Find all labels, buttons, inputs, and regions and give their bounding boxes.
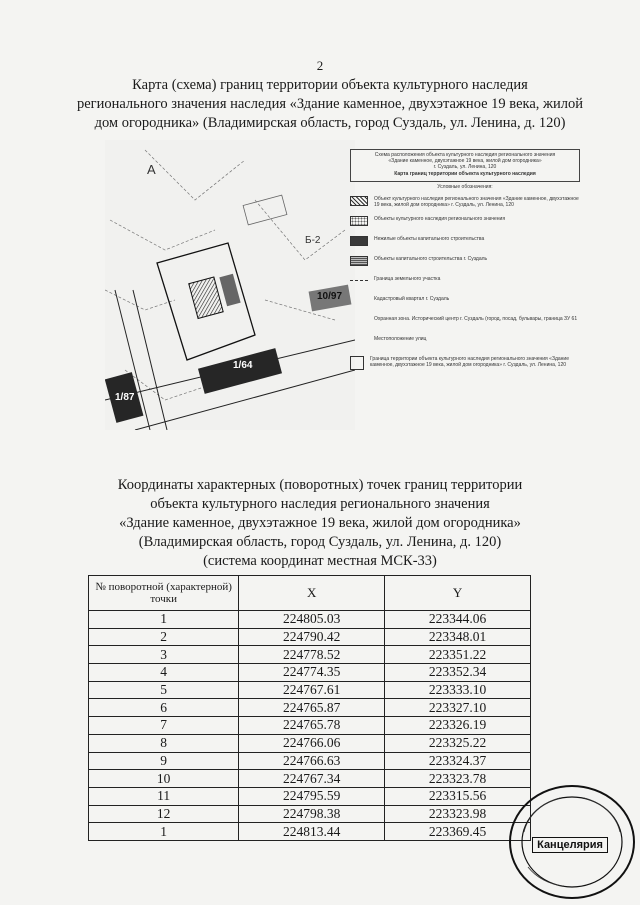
coord-y: 223351.22	[385, 646, 531, 664]
coord-x: 224778.52	[239, 646, 385, 664]
legend-item	[350, 316, 580, 330]
table-row	[89, 699, 531, 717]
blank-swatch-icon	[350, 336, 368, 346]
coord-x: 224774.35	[239, 664, 385, 682]
building-number: 1/64	[233, 360, 253, 371]
legend-item	[350, 276, 580, 290]
page-number: 2	[316, 58, 324, 73]
coords-title-line: (система координат местная МСК-33)	[203, 553, 437, 569]
point-number: 4	[89, 664, 239, 682]
point-number: 8	[89, 734, 239, 752]
coord-y: 223325.22	[385, 734, 531, 752]
coord-x: 224765.78	[239, 717, 385, 735]
map-header-title: Карта границ территории объекта культурного наследия	[394, 171, 536, 177]
point-number: 10	[89, 770, 239, 788]
coord-y: 223327.10	[385, 699, 531, 717]
legend-text: Охранная зона. Исторический центр г. Суздаль (город, посад, бульвары, граница ЗУ 61	[374, 316, 578, 322]
point-number: 11	[89, 787, 239, 805]
boundary-swatch-icon	[350, 356, 364, 370]
dashed-line-icon	[350, 280, 368, 281]
legend-item	[350, 236, 580, 250]
table-row	[89, 611, 531, 629]
hatch-swatch-icon	[350, 196, 368, 206]
blank-swatch-icon	[350, 316, 368, 326]
header-y: Y	[385, 576, 531, 611]
table-row	[89, 646, 531, 664]
table-row	[89, 805, 531, 823]
coord-x: 224795.59	[239, 787, 385, 805]
coord-y: 223324.37	[385, 752, 531, 770]
point-number: 1	[89, 611, 239, 629]
point-number: 6	[89, 699, 239, 717]
legend-item	[350, 336, 580, 350]
coords-title-line: «Здание каменное, двухэтажное 19 века, жилой дом огородника»	[119, 515, 521, 531]
coords-title-line: (Владимирская область, город Суздаль, ул. Ленина, д. 120)	[138, 534, 502, 550]
map-header-line: Схема расположения объекта культурного наследия регионального значения	[374, 152, 556, 158]
table-row	[89, 787, 531, 805]
legend-title: Условные обозначения:	[437, 184, 493, 190]
coord-x: 224805.03	[239, 611, 385, 629]
coord-x: 224766.06	[239, 734, 385, 752]
table-row	[89, 770, 531, 788]
coord-x: 224767.34	[239, 770, 385, 788]
map-label-a: А	[147, 162, 156, 177]
table-row	[89, 628, 531, 646]
coords-table	[88, 575, 531, 841]
coords-title	[90, 476, 550, 571]
dark-swatch-icon	[350, 236, 368, 246]
building-number: 10/97	[317, 291, 343, 302]
legend-text: Нежилые объекты капитального строительства	[374, 236, 485, 242]
table-row	[89, 717, 531, 735]
point-number: 5	[89, 681, 239, 699]
map-header-line: «Здание каменное, двухэтажное 19 века, жилой дом огородника»	[388, 158, 542, 164]
coords-title-line: объекта культурного наследия регионального значения	[150, 496, 490, 512]
coord-x: 224798.38	[239, 805, 385, 823]
point-number: 1	[89, 823, 239, 841]
legend-text: Кадастровый квартал г. Суздаль	[374, 296, 450, 302]
legend-item	[350, 256, 580, 270]
coord-y: 223344.06	[385, 611, 531, 629]
point-number: 3	[89, 646, 239, 664]
legend-item	[350, 216, 580, 230]
coord-y: 223323.78	[385, 770, 531, 788]
coord-x: 224813.44	[239, 823, 385, 841]
table-row	[89, 823, 531, 841]
map-header-line: г. Суздаль, ул. Ленина, 120	[433, 164, 497, 170]
table-header-row	[89, 576, 531, 611]
point-number: 7	[89, 717, 239, 735]
header-point-number: № поворотной (характерной) точки	[89, 576, 239, 611]
coord-y: 223326.19	[385, 717, 531, 735]
legend-text: Объекты капитального строительства г. Суздаль	[374, 256, 488, 262]
map-title-line: регионального значения наследия «Здание каменное, двухэтажное 19 века, жилой	[76, 96, 584, 112]
header-x: X	[239, 576, 385, 611]
legend-item	[350, 356, 580, 370]
point-number: 2	[89, 628, 239, 646]
striped-swatch-icon	[350, 256, 368, 266]
legend-item	[350, 296, 580, 310]
map-header-box	[350, 149, 580, 182]
point-number: 9	[89, 752, 239, 770]
coord-y: 223323.98	[385, 805, 531, 823]
building-number: 1/87	[115, 392, 135, 403]
stamp-label: Канцелярия	[532, 837, 608, 853]
legend-text: Граница территории объекта культурного наследия регионального значения «Здание каменное, двухэтажное 19 века, жилой дом огородника» г. Суздаль, ул. Ленина, 120	[370, 356, 569, 368]
coord-y: 223348.01	[385, 628, 531, 646]
legend-text: Объекты культурного наследия регионального значения	[374, 216, 506, 222]
coord-y: 223369.45	[385, 823, 531, 841]
coord-x: 224767.61	[239, 681, 385, 699]
map-legend	[350, 184, 580, 376]
coord-x: 224766.63	[239, 752, 385, 770]
blank-swatch-icon	[350, 296, 368, 306]
dots-swatch-icon	[350, 216, 368, 226]
map-title	[60, 76, 600, 133]
table-row	[89, 734, 531, 752]
table-row	[89, 752, 531, 770]
map-label-b: Б-2	[305, 235, 321, 246]
legend-text: Местоположение улиц	[374, 336, 427, 342]
legend-text: Граница земельного участка	[374, 276, 441, 282]
coord-y: 223352.34	[385, 664, 531, 682]
map-title-line: Карта (схема) границ территории объекта культурного наследия	[132, 77, 528, 93]
table-row	[89, 681, 531, 699]
coord-y: 223333.10	[385, 681, 531, 699]
legend-item	[350, 196, 580, 210]
table-row	[89, 664, 531, 682]
map-drawing	[105, 140, 355, 430]
coord-x: 224765.87	[239, 699, 385, 717]
point-number: 12	[89, 805, 239, 823]
legend-text: Объект культурного наследия регионального значения «Здание каменное, двухэтажное 19 века, жилой дом огородника» г. Суздаль, ул. Ленина, 120	[374, 196, 579, 208]
map-title-line: дом огородника» (Владимирская область, город Суздаль, ул. Ленина, д. 120)	[94, 115, 566, 131]
coord-x: 224790.42	[239, 628, 385, 646]
coords-title-line: Координаты характерных (поворотных) точек границ территории	[117, 477, 523, 493]
coord-y: 223315.56	[385, 787, 531, 805]
